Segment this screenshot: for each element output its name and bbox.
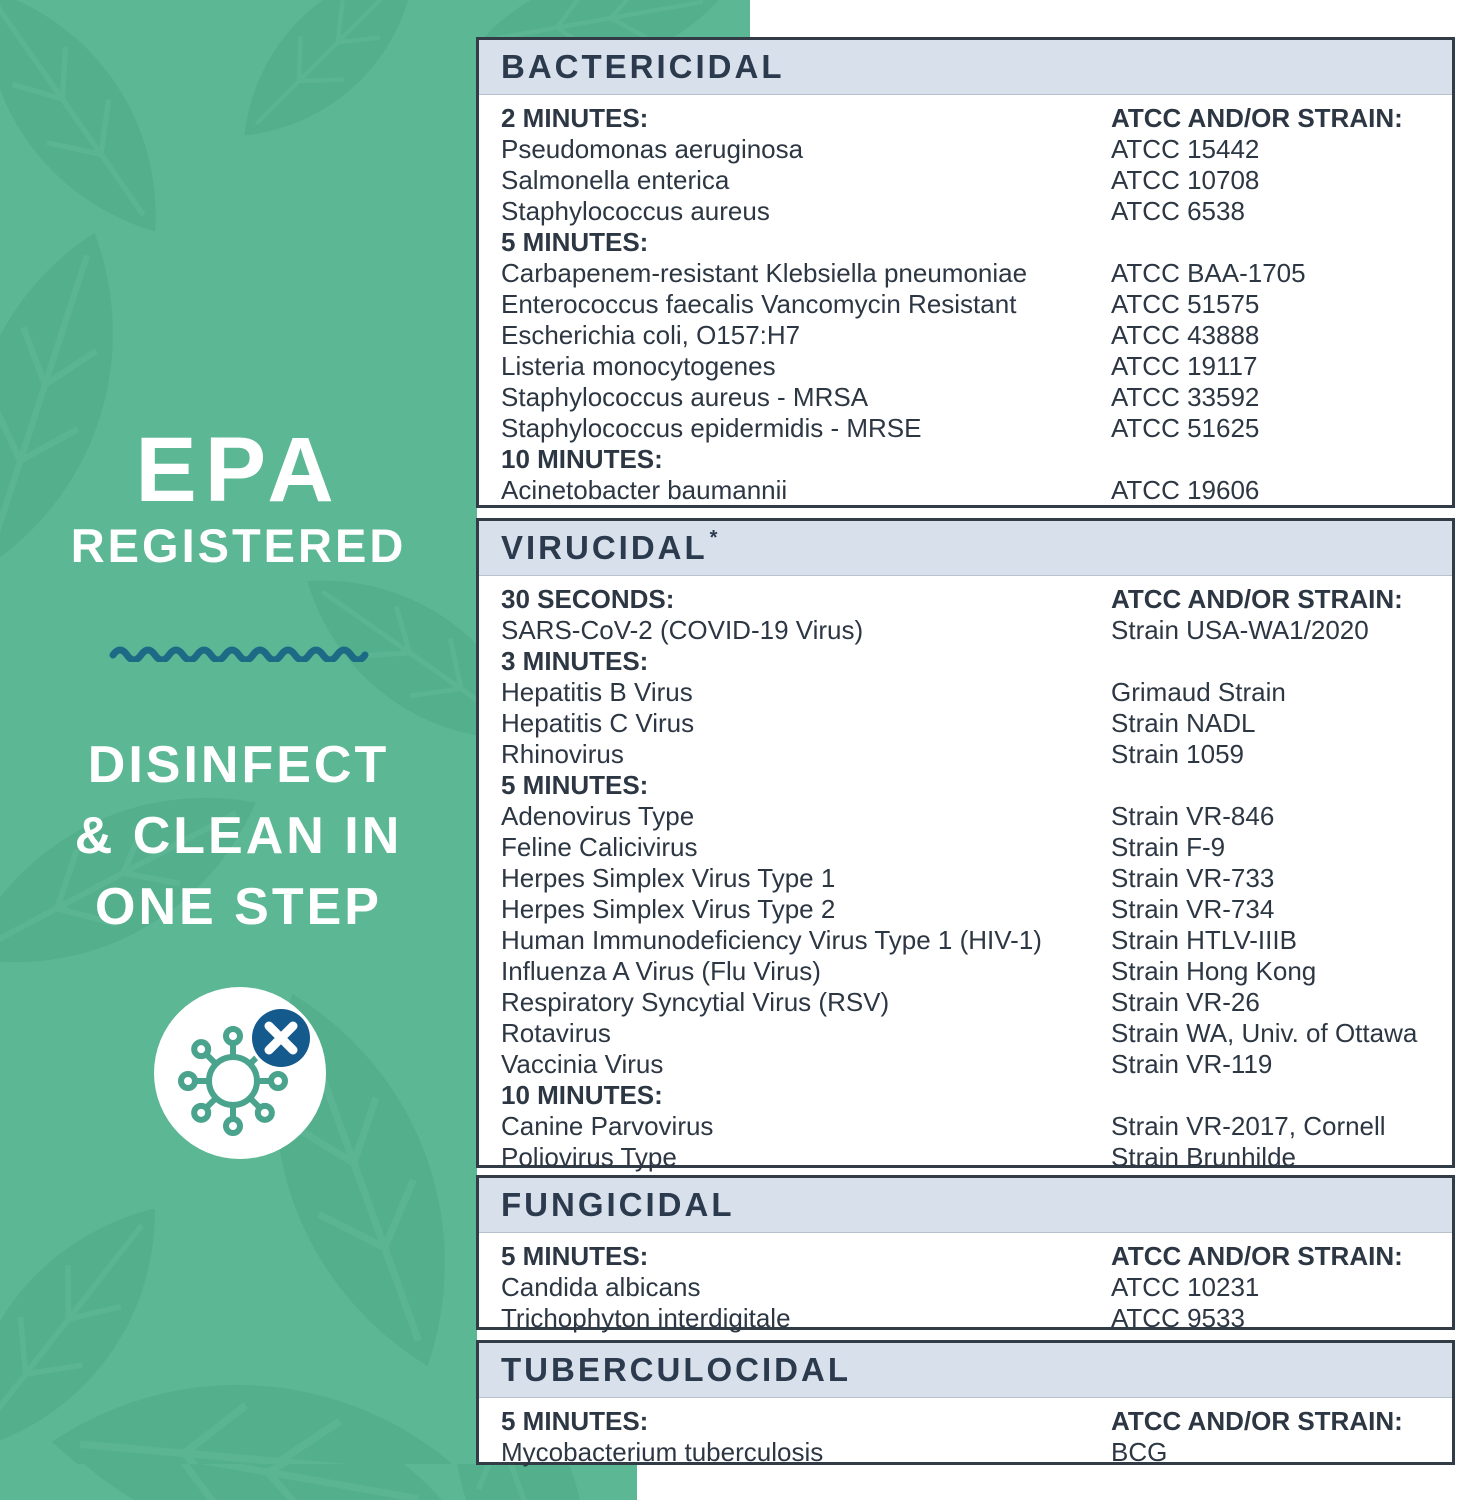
contact-time-label: 5 MINUTES:	[501, 1406, 649, 1436]
time-group-row	[501, 1406, 1452, 1437]
strain-id: Strain 1059	[1111, 739, 1244, 769]
organism-name: Carbapenem-resistant Klebsiella pneumoniae	[501, 258, 1028, 288]
organism-name: Enterococcus faecalis Vancomycin Resistant	[501, 289, 1017, 319]
organism-row	[501, 1272, 1452, 1303]
strain-id: ATCC BAA-1705	[1111, 258, 1306, 288]
organism-row	[501, 894, 1452, 925]
organism-row	[501, 1142, 1452, 1173]
registered-title: REGISTERED	[70, 519, 407, 572]
organism-name: Salmonella enterica	[501, 165, 730, 195]
time-group-row	[501, 103, 1452, 134]
strain-id: ATCC 51625	[1111, 413, 1260, 443]
organism-name: Mycobacterium tuberculosis	[501, 1437, 824, 1467]
organism-name: Pseudomonas aeruginosa	[501, 134, 804, 164]
strain-id: ATCC 33592	[1111, 382, 1260, 412]
strain-column-header: ATCC AND/OR STRAIN:	[1111, 103, 1403, 133]
organism-row	[501, 1303, 1452, 1334]
section-header	[479, 1178, 1452, 1233]
section-panel-tuberculocidal	[476, 1340, 1455, 1465]
organism-name: Escherichia coli, O157:H7	[501, 320, 801, 350]
strain-id: Strain VR-733	[1111, 863, 1275, 893]
contact-time-label: 30 SECONDS:	[501, 584, 675, 614]
strain-id: Strain WA, Univ. of Ottawa	[1111, 1018, 1418, 1048]
organism-name: Hepatitis C Virus	[501, 708, 695, 738]
strain-id: ATCC 10231	[1111, 1272, 1260, 1302]
contact-time-label: 10 MINUTES:	[501, 1080, 663, 1110]
contact-time-label: 2 MINUTES:	[501, 103, 649, 133]
strain-id: Strain NADL	[1111, 708, 1256, 738]
section-title: BACTERICIDAL	[501, 48, 785, 85]
strain-id: ATCC 10708	[1111, 165, 1260, 195]
organism-row	[501, 956, 1452, 987]
organism-row	[501, 1049, 1452, 1080]
strain-column-header: ATCC AND/OR STRAIN:	[1111, 1406, 1403, 1436]
section-asterisk: *	[709, 526, 718, 549]
organism-name: Candida albicans	[501, 1272, 701, 1302]
strain-column-header: ATCC AND/OR STRAIN:	[1111, 1241, 1403, 1271]
strain-id: ATCC 19117	[1111, 351, 1258, 381]
contact-time-label: 3 MINUTES:	[501, 646, 649, 676]
strain-id: Strain Brunhilde	[1111, 1142, 1296, 1172]
strain-id: Strain VR-119	[1111, 1049, 1273, 1079]
strain-column-header: ATCC AND/OR STRAIN:	[1111, 584, 1403, 614]
section-body	[479, 95, 1452, 506]
organism-name: Vaccinia Virus	[501, 1049, 664, 1079]
organism-name: Canine Parvovirus	[501, 1111, 714, 1141]
contact-time-label: 5 MINUTES:	[501, 227, 649, 257]
organism-row	[501, 739, 1452, 770]
organism-row	[501, 1111, 1452, 1142]
time-group-row	[501, 444, 1452, 475]
organism-name: Acinetobacter baumannii	[501, 475, 788, 505]
section-header	[479, 1343, 1452, 1398]
organism-name: Human Immunodeficiency Virus Type 1 (HIV-1)	[501, 925, 1042, 955]
section-header	[479, 40, 1452, 95]
organism-name: SARS-CoV-2 (COVID-19 Virus)	[501, 615, 864, 645]
green-background-bottom	[0, 1464, 637, 1500]
organism-row	[501, 615, 1452, 646]
organism-row	[501, 258, 1452, 289]
organism-row	[501, 475, 1452, 506]
strain-id: ATCC 43888	[1111, 320, 1260, 350]
x-badge	[249, 1006, 313, 1070]
organism-name: Herpes Simplex Virus Type 2	[501, 894, 836, 924]
section-body	[479, 1233, 1452, 1334]
virus-x-icon	[153, 986, 327, 1160]
strain-id: Strain VR-734	[1111, 894, 1275, 924]
organism-row	[501, 863, 1452, 894]
organism-name: Poliovirus Type	[501, 1142, 677, 1172]
organism-row	[501, 677, 1452, 708]
organism-row	[501, 351, 1452, 382]
organism-name: Hepatitis B Virus	[501, 677, 693, 707]
organism-row	[501, 925, 1452, 956]
organism-name: Staphylococcus aureus - MRSA	[501, 382, 869, 412]
strain-id: Strain F-9	[1111, 832, 1226, 862]
organism-name: Adenovirus Type	[501, 801, 695, 831]
organism-name: Rotavirus	[501, 1018, 611, 1048]
section-panel-fungicidal	[476, 1175, 1455, 1333]
section-header	[479, 521, 1452, 576]
time-group-row	[501, 646, 1452, 677]
wave-divider	[109, 642, 371, 662]
organism-name: Feline Calicivirus	[501, 832, 698, 862]
tagline-line-3: ONE STEP	[95, 878, 382, 936]
organism-row	[501, 196, 1452, 227]
epa-title: EPA	[135, 419, 342, 521]
organism-row	[501, 320, 1452, 351]
strain-id: Strain VR-846	[1111, 801, 1275, 831]
organism-name: Staphylococcus aureus	[501, 196, 770, 226]
organism-row	[501, 289, 1452, 320]
time-group-row	[501, 584, 1452, 615]
strain-id: Strain HTLV-IIIB	[1111, 925, 1297, 955]
organism-row	[501, 413, 1452, 444]
strain-id: ATCC 19606	[1111, 475, 1260, 505]
organism-name: Respiratory Syncytial Virus (RSV)	[501, 987, 890, 1017]
time-group-row	[501, 1241, 1452, 1272]
section-title: TUBERCULOCIDAL	[501, 1351, 851, 1388]
organism-row	[501, 134, 1452, 165]
contact-time-label: 5 MINUTES:	[501, 1241, 649, 1271]
section-body	[479, 1398, 1452, 1468]
strain-id: ATCC 6538	[1111, 196, 1245, 226]
contact-time-label: 10 MINUTES:	[501, 444, 663, 474]
strain-id: ATCC 9533	[1111, 1303, 1245, 1333]
organism-row	[501, 832, 1452, 863]
section-title: FUNGICIDAL	[501, 1186, 735, 1223]
organism-name: Influenza A Virus (Flu Virus)	[501, 956, 821, 986]
strain-id: ATCC 51575	[1111, 289, 1260, 319]
tagline-line-1: DISINFECT	[87, 736, 390, 794]
strain-id: Strain VR-2017, Cornell	[1111, 1111, 1386, 1141]
tagline	[0, 730, 477, 943]
strain-id: Strain Hong Kong	[1111, 956, 1317, 986]
contact-time-label: 5 MINUTES:	[501, 770, 649, 800]
time-group-row	[501, 770, 1452, 801]
strain-id: Grimaud Strain	[1111, 677, 1286, 707]
tagline-line-2: & CLEAN IN	[74, 807, 403, 865]
section-panel-virucidal	[476, 518, 1455, 1172]
organism-name: Herpes Simplex Virus Type 1	[501, 863, 836, 893]
organism-name: Listeria monocytogenes	[501, 351, 776, 381]
wave-divider-icon	[109, 642, 371, 662]
section-title: VIRUCIDAL	[501, 529, 708, 566]
organism-name: Staphylococcus epidermidis - MRSE	[501, 413, 922, 443]
strain-id: BCG	[1111, 1437, 1168, 1467]
organism-name: Rhinovirus	[501, 739, 624, 769]
time-group-row	[501, 227, 1452, 258]
organism-row	[501, 801, 1452, 832]
organism-row	[501, 1018, 1452, 1049]
section-body	[479, 576, 1452, 1173]
organism-row	[501, 708, 1452, 739]
strain-id: Strain VR-26	[1111, 987, 1260, 1017]
strain-id: Strain USA-WA1/2020	[1111, 615, 1369, 645]
organism-name: Trichophyton interdigitale	[501, 1303, 791, 1333]
strain-id: ATCC 15442	[1111, 134, 1260, 164]
organism-row	[501, 165, 1452, 196]
section-panel-bactericidal	[476, 37, 1455, 508]
organism-row	[501, 1437, 1452, 1468]
time-group-row	[501, 1080, 1452, 1111]
organism-row	[501, 382, 1452, 413]
organism-row	[501, 987, 1452, 1018]
